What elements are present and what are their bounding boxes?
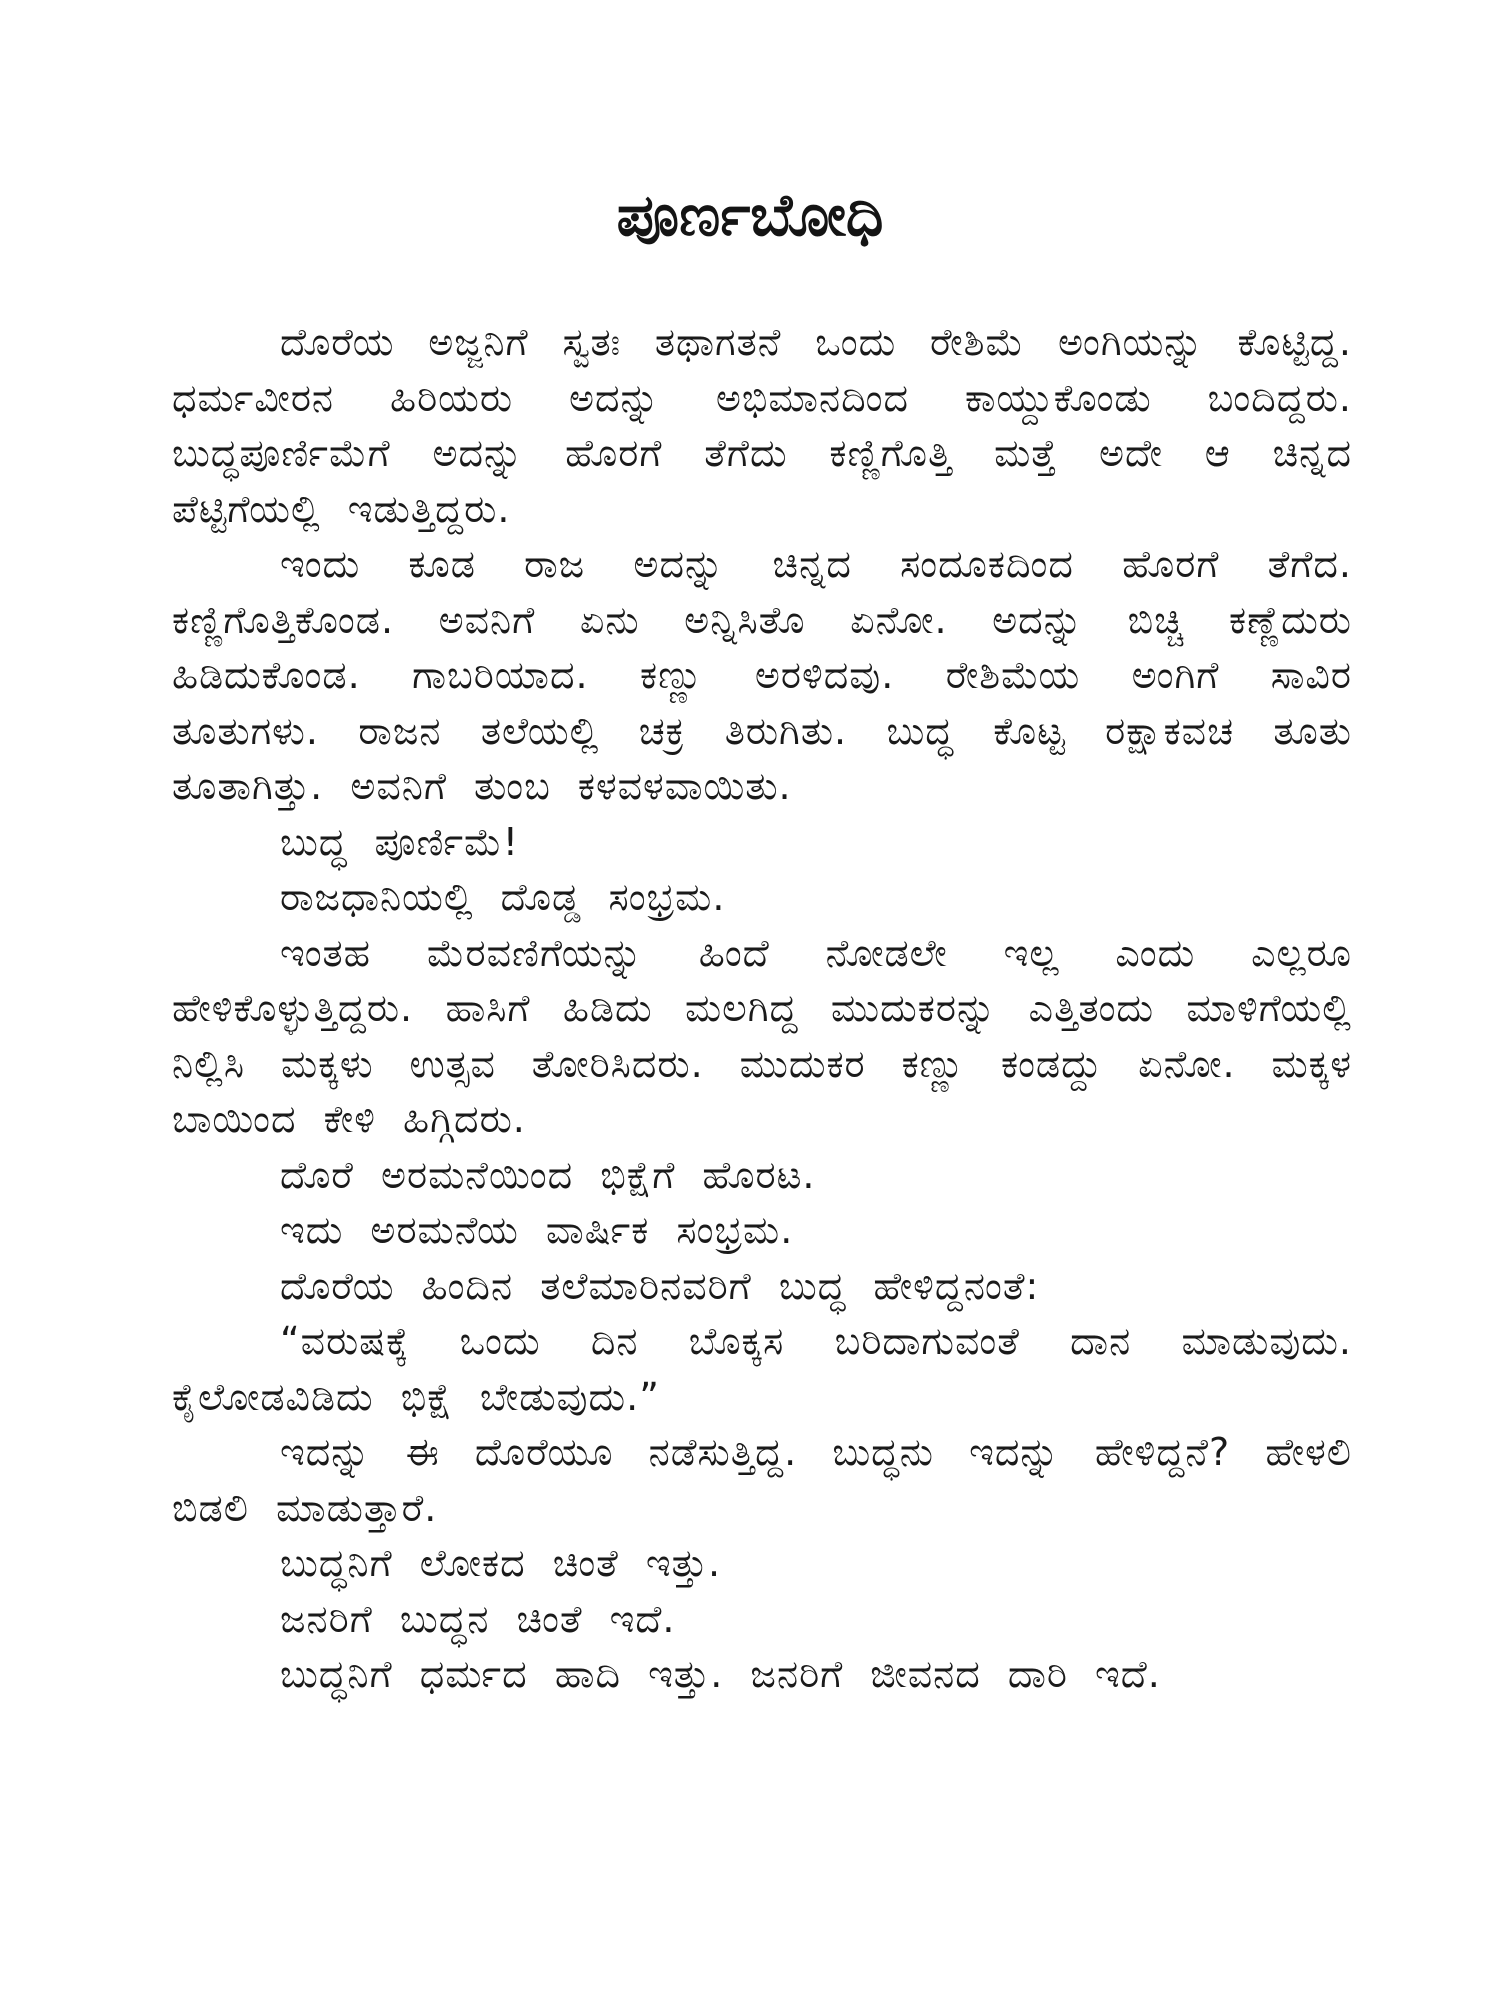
paragraph: ದೊರೆಯ ಅಜ್ಜನಿಗೆ ಸ್ವತಃ ತಥಾಗತನೆ ಒಂದು ರೇಶಿಮೆ ಅಂಗಿಯನ್ನು ಕೊಟ್ಟಿದ್ದ. ಧರ್ಮವೀರನ ಹಿರಿಯರು ಅದನ್ನು ಅಭಿಮಾನದಿಂದ ಕಾಯ್ದುಕೊಂಡು ಬಂದಿದ್ದರು. ಬುದ್ಧಪೂರ್ಣಿಮೆಗೆ ಅದನ್ನು ಹೊರಗೆ ತೆಗೆದು ಕಣ್ಣಿಗೊತ್ತಿ ಮತ್ತೆ ಅದೇ ಆ ಚಿನ್ನದ ಪೆಟ್ಟಿಗೆಯಲ್ಲಿ ಇಡುತ್ತಿದ್ದರು. <box>172 320 1352 531</box>
paragraph: ಜನರಿಗೆ ಬುದ್ಧನ ಚಿಂತೆ ಇದೆ. <box>280 1596 676 1641</box>
paragraph: ಇಂದು ಕೂಡ ರಾಜ ಅದನ್ನು ಚಿನ್ನದ ಸಂದೂಕದಿಂದ ಹೊರಗೆ ತೆಗೆದ. ಕಣ್ಣಿಗೊತ್ತಿಕೊಂಡ. ಅವನಿಗೆ ಏನು ಅನ್ನಿಸಿತೊ ಏನೋ. ಅದನ್ನು ಬಿಚ್ಚಿ ಕಣ್ಣೆದುರು ಹಿಡಿದುಕೊಂಡ. ಗಾಬರಿಯಾದ. ಕಣ್ಣು ಅರಳಿದವು. ರೇಶಿಮೆಯ ಅಂಗಿಗೆ ಸಾವಿರ ತೂತುಗಳು. ರಾಜನ ತಲೆಯಲ್ಲಿ ಚಕ್ರ ತಿರುಗಿತು. ಬುದ್ಧ ಕೊಟ್ಟ ರಕ್ಷಾಕವಚ ತೂತು ತೂತಾಗಿತ್ತು. ಅವನಿಗೆ ತುಂಬ ಕಳವಳವಾಯಿತು. <box>172 542 1352 808</box>
paragraph: ಬುದ್ಧನಿಗೆ ಧರ್ಮದ ಹಾದಿ ಇತ್ತು. ಜನರಿಗೆ ಜೀವನದ ದಾರಿ ಇದೆ. <box>280 1652 1161 1696</box>
page-title: ಪೂರ್ಣಬೋಧಿ <box>616 181 884 249</box>
paragraph: ಇದು ಅರಮನೆಯ ವಾರ್ಷಿಕ ಸಂಭ್ರಮ. <box>280 1208 794 1252</box>
paragraph: ಇದನ್ನು ಈ ದೊರೆಯೂ ನಡೆಸುತ್ತಿದ್ದ. ಬುದ್ಧನು ಇದನ್ನು ಹೇಳಿದ್ದನೆ? ಹೇಳಲಿ ಬಿಡಲಿ ಮಾಡುತ್ತಾರೆ. <box>172 1430 1352 1530</box>
paragraph: ಬುದ್ಧನಿಗೆ ಲೋಕದ ಚಿಂತೆ ಇತ್ತು. <box>280 1541 722 1585</box>
paragraph: ಇಂತಹ ಮೆರವಣಿಗೆಯನ್ನು ಹಿಂದೆ ನೋಡಲೇ ಇಲ್ಲ ಎಂದು ಎಲ್ಲರೂ ಹೇಳಿಕೊಳ್ಳುತ್ತಿದ್ದರು. ಹಾಸಿಗೆ ಹಿಡಿದು ಮಲಗಿದ್ದ ಮುದುಕರನ್ನು ಎತ್ತಿತಂದು ಮಾಳಿಗೆಯಲ್ಲಿ ನಿಲ್ಲಿಸಿ ಮಕ್ಕಳು ಉತ್ಸವ ತೋರಿಸಿದರು. ಮುದುಕರ ಕಣ್ಣು ಕಂಡದ್ದು ಏನೋ. ಮಕ್ಕಳ ಬಾಯಿಂದ ಕೇಳಿ ಹಿಗ್ಗಿದರು. <box>172 930 1352 1141</box>
paragraph: ದೊರೆಯ ಹಿಂದಿನ ತಲೆಮಾರಿನವರಿಗೆ ಬುದ್ಧ ಹೇಳಿದ್ದನಂತೆ: <box>280 1263 1040 1308</box>
paragraph: ಬುದ್ಧ ಪೂರ್ಣಿಮೆ! <box>280 819 519 864</box>
paragraph: ರಾಜಧಾನಿಯಲ್ಲಿ ದೊಡ್ಡ ಸಂಭ್ರಮ. <box>280 875 726 919</box>
paragraph: “ವರುಷಕ್ಕೆ ಒಂದು ದಿನ ಬೊಕ್ಕಸ ಬರಿದಾಗುವಂತೆ ದಾನ ಮಾಡುವುದು. ಕೈಲೋಡವಿಡಿದು ಭಿಕ್ಷೆ ಬೇಡುವುದು.” <box>172 1319 1352 1419</box>
paragraph: ದೊರೆ ಅರಮನೆಯಿಂದ ಭಿಕ್ಷೆಗೆ ಹೊರಟ. <box>280 1152 816 1197</box>
story-body <box>172 315 1352 1703</box>
